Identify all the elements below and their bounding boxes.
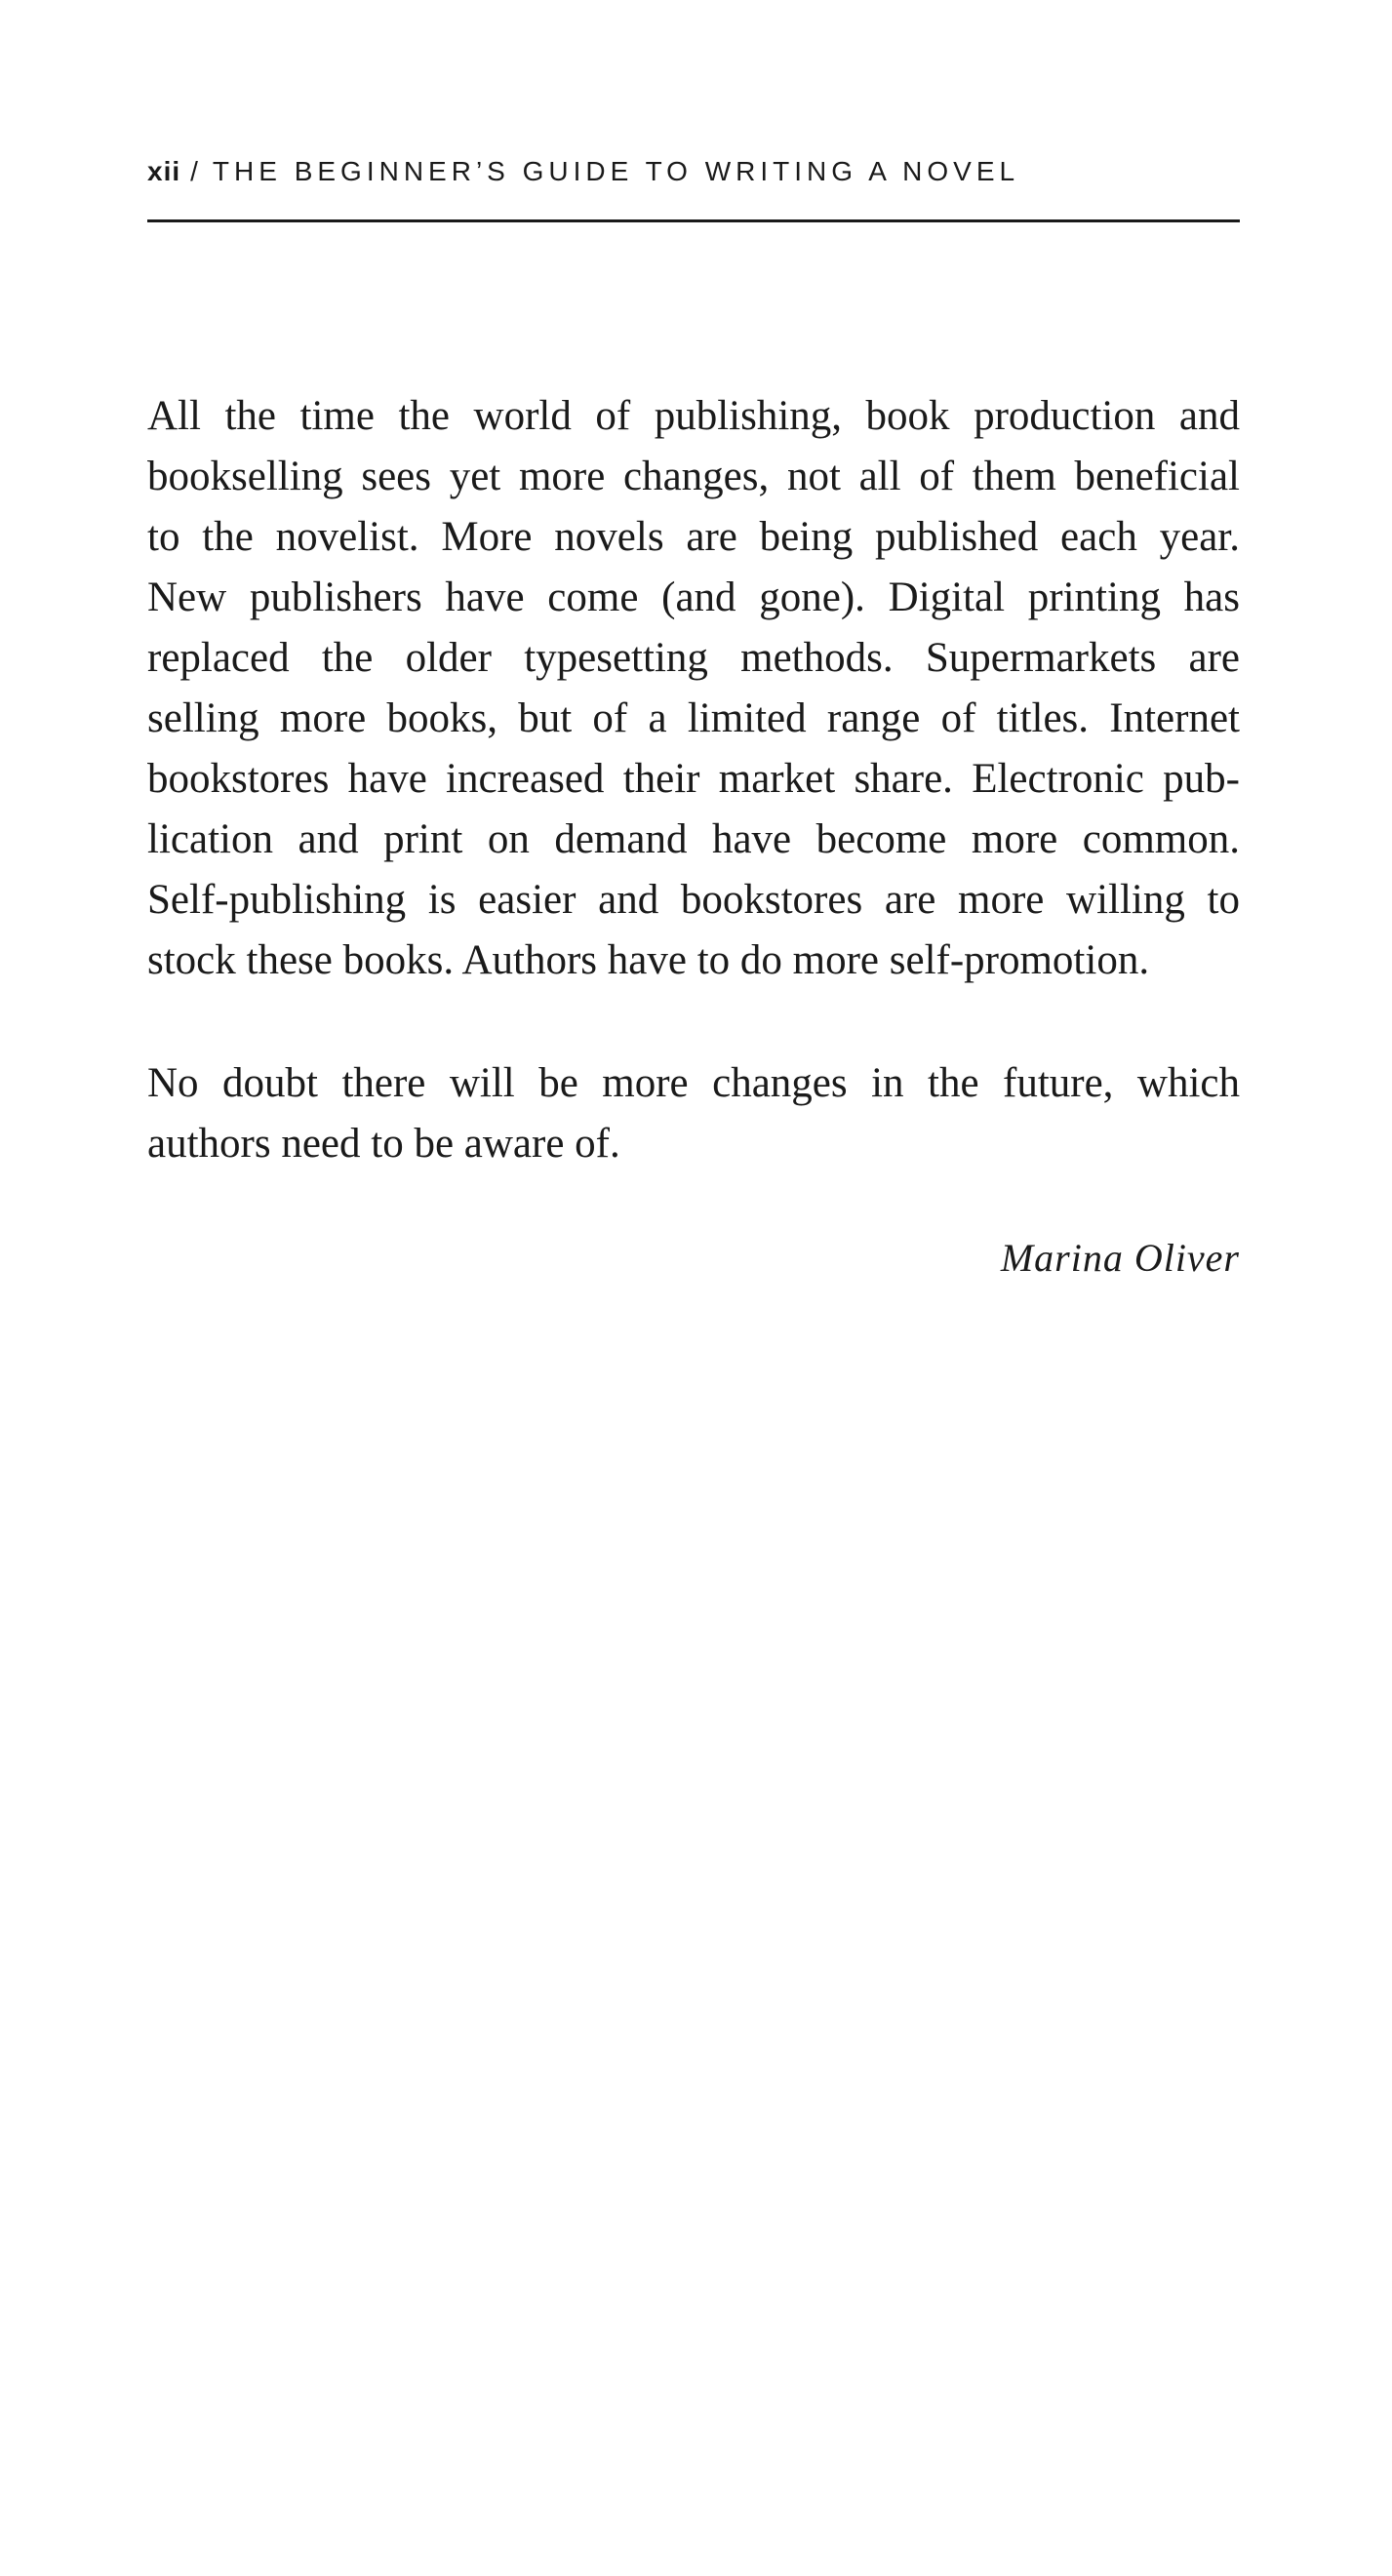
text-line: to the novelist. More novels are being published each year.	[147, 514, 1240, 560]
text-line: lication and print on demand have become more common.	[147, 816, 1240, 862]
text-line: All the time the world of publishing, book production and	[147, 393, 1240, 439]
running-head-title: THE BEGINNER’S GUIDE TO WRITING A NOVEL	[212, 156, 1020, 186]
page-number: xii	[147, 156, 181, 186]
header-rule	[147, 219, 1240, 222]
text-line: bookselling sees yet more changes, not all of them beneficial	[147, 454, 1240, 499]
paragraph-2	[147, 1053, 1240, 1174]
text-line: selling more books, but of a limited range of titles. Internet	[147, 695, 1240, 741]
text-line: stock these books. Authors have to do more self-promotion.	[147, 937, 1150, 983]
author-signature: Marina Oliver	[1000, 1236, 1240, 1280]
text-line: bookstores have increased their market share. Electronic pub-	[147, 756, 1240, 802]
running-head-separator: /	[190, 156, 203, 186]
paragraph-1	[147, 386, 1240, 991]
text-line: authors need to be aware of.	[147, 1121, 620, 1167]
text-line: replaced the older typesetting methods. Supermarkets are	[147, 635, 1240, 681]
running-head	[147, 152, 1240, 191]
text-line: No doubt there will be more changes in the future, which	[147, 1060, 1240, 1106]
text-line: New publishers have come (and gone). Digital printing has	[147, 575, 1240, 620]
text-line: Self-publishing is easier and bookstores are more willing to	[147, 877, 1240, 923]
